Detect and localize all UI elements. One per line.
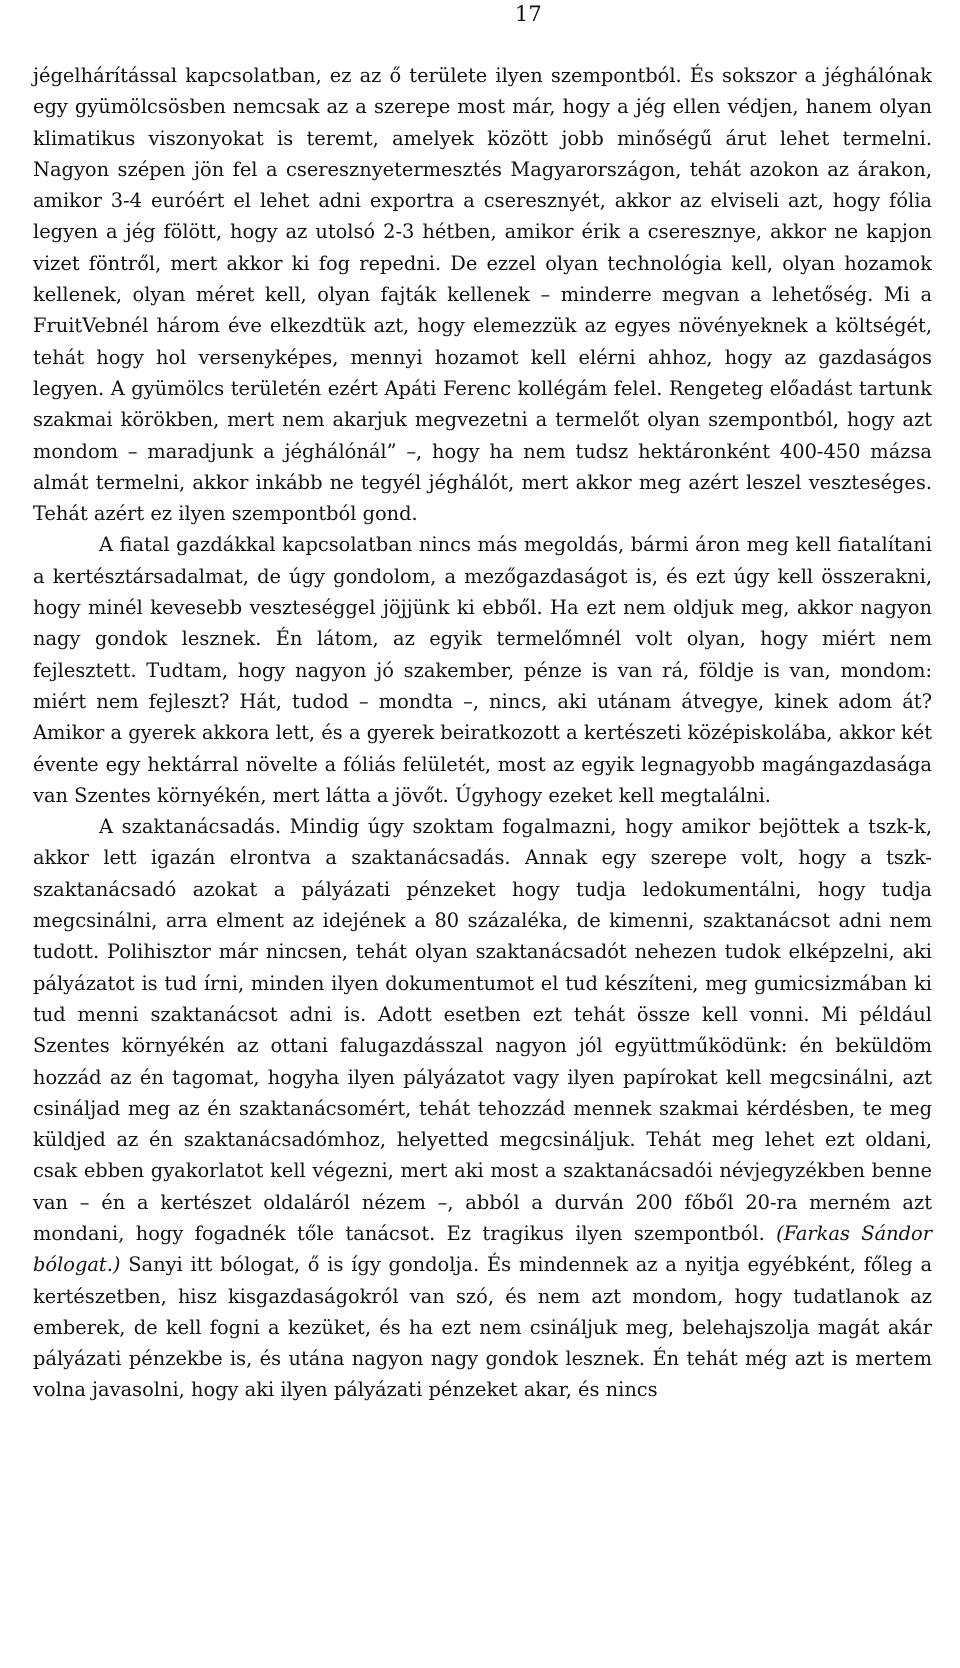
- page-number: 17: [515, 2, 542, 26]
- paragraph: [33, 811, 932, 1406]
- text-run: A szaktanácsadás. Mindig úgy szoktam fogalmazni, hogy amikor bejöttek a tszk-k, akkor lett igazán elrontva a szaktanácsadás. Annak egy szerepe volt, hogy a tszk-szaktanácsadó azokat a pályázati pénzeket hogy tudja ledokumentálni, hogy tudja megcsinálni, arra elment az idejének a 80 százaléka, de kimenni, szaktanácsot adni nem tudott. Polihisztor már nincsen, tehát olyan szaktanácsadót nehezen tudok elképzelni, aki pályázatot is tud írni, minden ilyen dokumentumot el tud készíteni, meg gumicsizmában ki tud menni szaktanácsot adni is. Adott esetben ezt tehát össze kell vonni. Mi például Szentes környékén az ottani falugazdásszal nagyon jól együttműködünk: én beküldöm hozzád az én tagomat, hogyha ilyen pályázatot vagy ilyen papírokat kell megcsinálni, azt csináljad meg az én szaktanácsomért, tehát tehozzád mennek szakmai kérdésben, te meg küldjed az én szaktanácsadómhoz, helyetted megcsináljuk. Tehát meg lehet ezt oldani, csak ebben gyakorlatot kell végezni, mert aki most a szaktanácsadói névjegyzékben benne van – én a kertészet oldaláról nézem –, abból a durván 200 főből 20-ra merném azt mondani, hogy fogadnék tőle tanácsot. Ez tragikus ilyen szempontból.: [33, 815, 932, 1245]
- paragraph: [33, 60, 932, 529]
- body-text: [33, 60, 932, 1406]
- stage-direction: (Farkas Sándor bólogat.): [33, 1221, 932, 1277]
- text-run: jégelhárítással kapcsolatban, ez az ő területe ilyen szempontból. És sokszor a jéghálónak egy gyümölcsösben nemcsak az a szerepe most már, hogy a jég ellen védjen, hanem olyan klimatikus viszonyokat is teremt, amelyek között jobb minőségű árut lehet termelni. Nagyon szépen jön fel a cseresznyetermesztés Magyarországon, tehát azokon az árakon, amikor 3-4 euróért el lehet adni exportra a cseresznyét, akkor az elviseli azt, hogy fólia legyen a jég fölött, hogy az utolsó 2-3 hétben, amikor érik a cseresznye, akkor ne kapjon vizet föntről, mert akkor ki fog repedni. De ezzel olyan technológia kell, olyan hozamok kellenek, olyan méret kell, olyan fajták kellenek – minderre megvan a lehetőség. Mi a FruitVebnél három éve elkezdtük azt, hogy elemezzük az egyes növényeknek a költségét, tehát hogy hol versenyképes, mennyi hozamot kell elérni ahhoz, hogy az gazdaságos legyen. A gyümölcs területén ezért Apáti Ferenc kollégám felel. Rengeteg előadást tartunk szakmai körökben, mert nem akarjuk megvezetni a termelőt olyan szempontból, hogy azt mondom – maradjunk a jéghálónál” –, hogy ha nem tudsz hektáronként 400-450 mázsa almát termelni, akkor inkább ne tegyél jéghálót, mert akkor meg azért leszel veszteséges. Tehát azért ez ilyen szempontból gond.: [33, 64, 932, 526]
- text-run: Sanyi itt bólogat, ő is így gondolja. És mindennek az a nyitja egyébként, főleg a kertészetben, hisz kisgazdaságokról van szó, és nem azt mondom, hogy tudatlanok az emberek, de kell fogni a kezüket, és ha ezt nem csináljuk meg, belehajszolja magát akár pályázati pénzekbe is, és utána nagyon nagy gondok lesznek. Én tehát még azt is mertem volna javasolni, hogy aki ilyen pályázati pénzeket akar, és nincs: [33, 1253, 932, 1402]
- paragraph: [33, 529, 932, 811]
- text-run: A fiatal gazdákkal kapcsolatban nincs más megoldás, bármi áron meg kell fiatalítani a kertésztársadalmat, de úgy gondolom, a mezőgazdaságot is, és ezt úgy kell összerakni, hogy minél kevesebb veszteséggel jöjjünk ki ebből. Ha ezt nem oldjuk meg, akkor nagyon nagy gondok lesznek. Én látom, az egyik termelőmnél volt olyan, hogy miért nem fejlesztett. Tudtam, hogy nagyon jó szakember, pénze is van rá, földje is van, mondom: miért nem fejleszt? Hát, tudod – mondta –, nincs, aki utánam átvegye, kinek adom át? Amikor a gyerek akkora lett, és a gyerek beiratkozott a kertészeti középiskolába, akkor két évente egy hektárral növelte a fóliás felületét, most az egyik legnagyobb magángazdasága van Szentes környékén, mert látta a jövőt. Úgyhogy ezeket kell megtalálni.: [33, 533, 932, 807]
